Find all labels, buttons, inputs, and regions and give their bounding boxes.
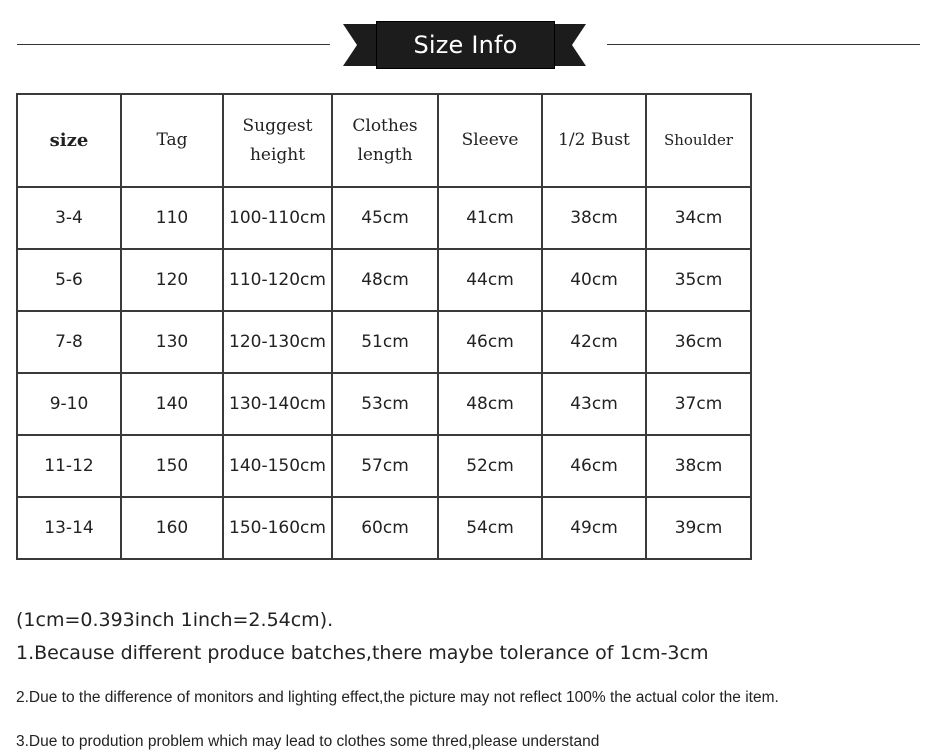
cell-tag: 130 xyxy=(121,311,223,373)
table-row xyxy=(17,311,751,373)
table-row xyxy=(17,249,751,311)
cell-sleeve: 48cm xyxy=(438,373,542,435)
cell-clothes-length: 48cm xyxy=(332,249,438,311)
cell-suggest-height: 120-130cm xyxy=(223,311,332,373)
cell-half-bust: 40cm xyxy=(542,249,646,311)
cell-sleeve: 44cm xyxy=(438,249,542,311)
header-size: size xyxy=(17,94,121,187)
size-table xyxy=(16,93,752,560)
divider-right xyxy=(607,44,920,45)
tolerance-note: 1.Because different produce batches,there maybe tolerance of 1cm-3cm xyxy=(16,642,709,664)
cell-half-bust: 42cm xyxy=(542,311,646,373)
cell-tag: 110 xyxy=(121,187,223,249)
cell-clothes-length: 53cm xyxy=(332,373,438,435)
header-sleeve: Sleeve xyxy=(438,94,542,187)
cell-size: 11-12 xyxy=(17,435,121,497)
cell-suggest-height: 150-160cm xyxy=(223,497,332,559)
table-header-row xyxy=(17,94,751,187)
cell-tag: 160 xyxy=(121,497,223,559)
cell-clothes-length: 51cm xyxy=(332,311,438,373)
table-row xyxy=(17,373,751,435)
cell-sleeve: 46cm xyxy=(438,311,542,373)
cell-size: 7-8 xyxy=(17,311,121,373)
cell-size: 9-10 xyxy=(17,373,121,435)
table-row xyxy=(17,435,751,497)
cell-shoulder: 38cm xyxy=(646,435,751,497)
cell-sleeve: 41cm xyxy=(438,187,542,249)
unit-conversion-note: (1cm=0.393inch 1inch=2.54cm). xyxy=(16,609,334,631)
table-row xyxy=(17,497,751,559)
cell-tag: 150 xyxy=(121,435,223,497)
cell-suggest-height: 140-150cm xyxy=(223,435,332,497)
cell-suggest-height: 130-140cm xyxy=(223,373,332,435)
cell-tag: 140 xyxy=(121,373,223,435)
header-clothes-length: Clothes length xyxy=(332,94,438,187)
cell-shoulder: 36cm xyxy=(646,311,751,373)
cell-shoulder: 39cm xyxy=(646,497,751,559)
cell-size: 3-4 xyxy=(17,187,121,249)
header-half-bust: 1/2 Bust xyxy=(542,94,646,187)
cell-sleeve: 52cm xyxy=(438,435,542,497)
cell-clothes-length: 57cm xyxy=(332,435,438,497)
cell-suggest-height: 100-110cm xyxy=(223,187,332,249)
thread-disclaimer-note: 3.Due to prodution problem which may lead to clothes some thred,please understand xyxy=(16,733,600,750)
divider-left xyxy=(17,44,330,45)
cell-shoulder: 35cm xyxy=(646,249,751,311)
cell-shoulder: 37cm xyxy=(646,373,751,435)
cell-clothes-length: 60cm xyxy=(332,497,438,559)
table-row xyxy=(17,187,751,249)
header-suggest-height: Suggest height xyxy=(223,94,332,187)
color-disclaimer-note: 2.Due to the difference of monitors and lighting effect,the picture may not reflect 100% the actual color the item. xyxy=(16,689,779,706)
banner-title: Size Info xyxy=(377,22,554,68)
cell-size: 5-6 xyxy=(17,249,121,311)
cell-half-bust: 43cm xyxy=(542,373,646,435)
header-tag: Tag xyxy=(121,94,223,187)
cell-size: 13-14 xyxy=(17,497,121,559)
cell-shoulder: 34cm xyxy=(646,187,751,249)
cell-suggest-height: 110-120cm xyxy=(223,249,332,311)
cell-half-bust: 46cm xyxy=(542,435,646,497)
cell-half-bust: 49cm xyxy=(542,497,646,559)
cell-clothes-length: 45cm xyxy=(332,187,438,249)
cell-tag: 120 xyxy=(121,249,223,311)
cell-sleeve: 54cm xyxy=(438,497,542,559)
cell-half-bust: 38cm xyxy=(542,187,646,249)
header-shoulder: Shoulder xyxy=(646,94,751,187)
